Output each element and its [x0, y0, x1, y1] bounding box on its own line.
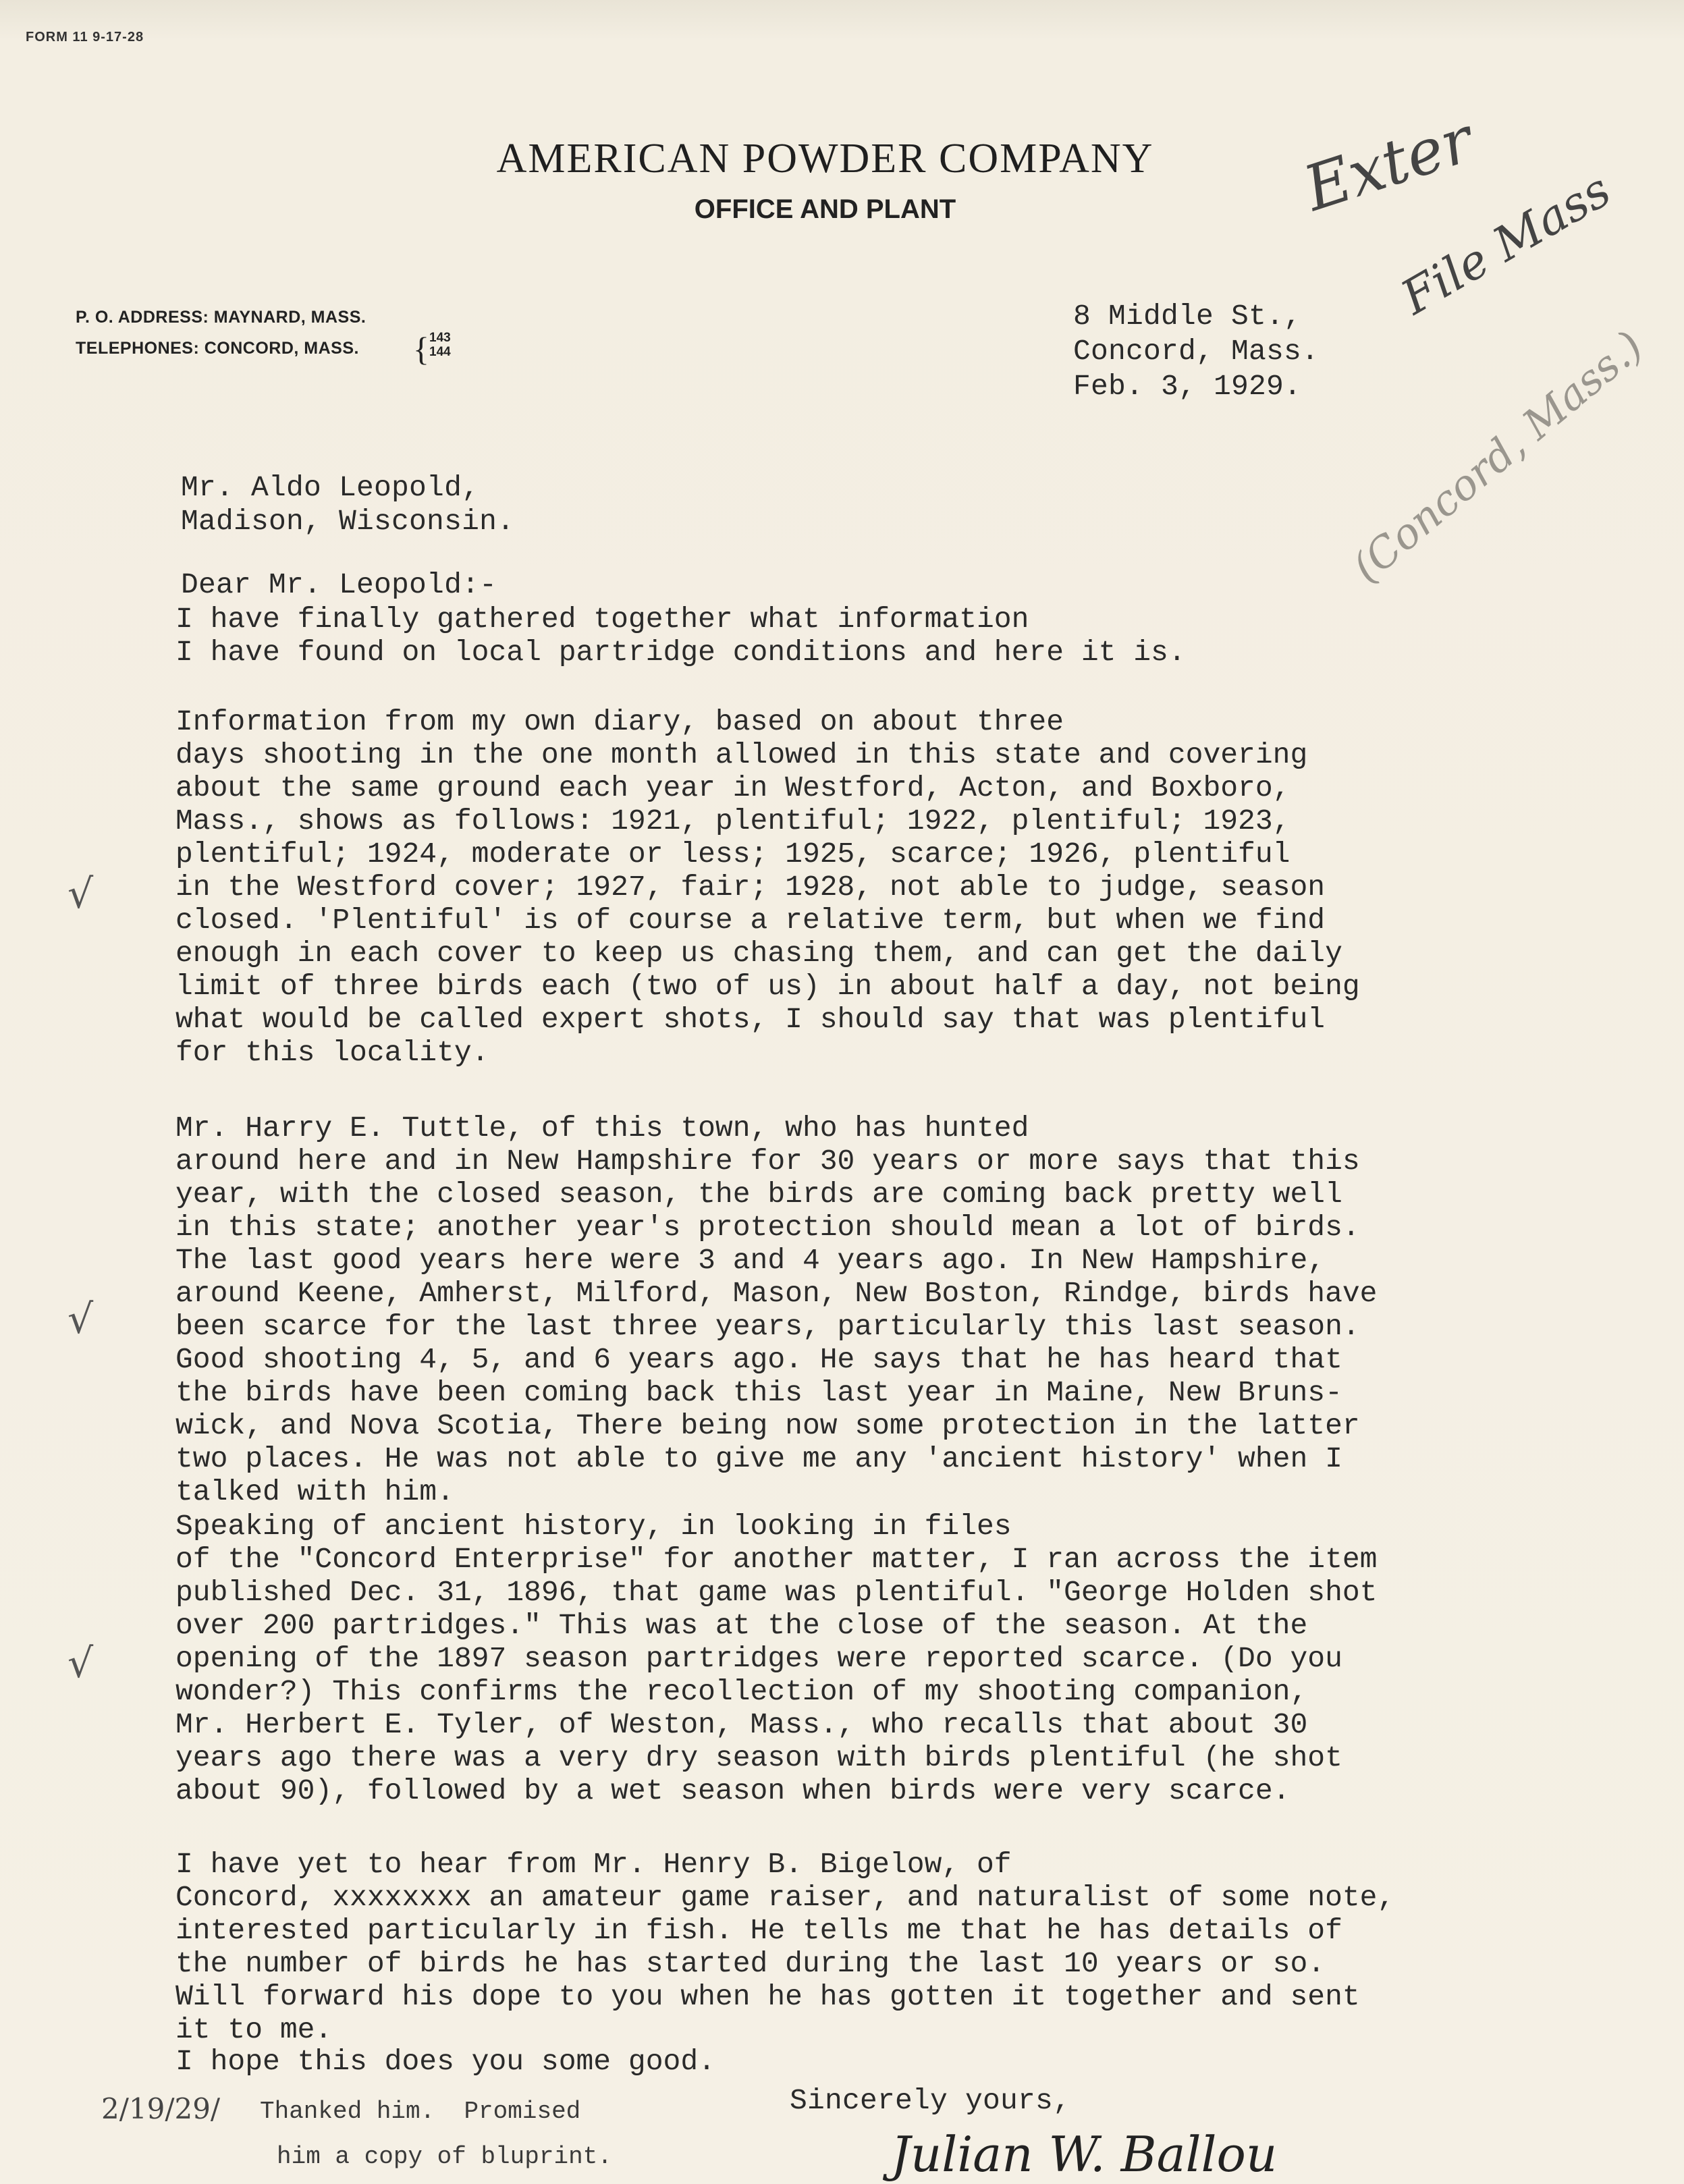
signature: Julian W. Ballou	[891, 2126, 1278, 2183]
checkmark-icon: √	[67, 1640, 94, 1687]
paragraph-tuttle: Mr. Harry E. Tuttle, of this town, who has hunted around here and in New Hampshire for 30 years or more says that this year, with the closed season, the birds are coming back pretty well in this state; another year's protection should mean a lot of birds. The last good years here were 3 and 4 years ago. In New Hampshire, around Keene, Amherst, Milford, Mason, New Boston, Rindge, birds have been scarce for the last three years, particularly this last season. Good shooting 4, 5, and 6 years ago. He says that he has heard that the birds have been coming back this last year in Maine, New Bruns- wick, and Nova Scotia, There being now some protection in the latter two places. He was not able to give me any 'ancient history' when I talked with him.	[175, 1112, 1378, 1508]
annotation-line-1: Thanked him. Promised	[260, 2098, 581, 2125]
telephones: TELEPHONES: CONCORD, MASS.	[76, 339, 359, 358]
letterhead-subtitle: OFFICE AND PLANT	[694, 194, 956, 224]
phone-brace: {	[413, 330, 429, 368]
sender-address-line-2: Concord, Mass.	[1073, 335, 1320, 368]
salutation: Dear Mr. Leopold:-	[181, 568, 497, 601]
phone-2: 144	[429, 345, 451, 359]
margin-note-exter: Exter	[1295, 103, 1482, 225]
paragraph-intro: I have finally gathered together what information I have found on local partridge conditions and here it is.	[175, 603, 1186, 669]
recipient-name: Mr. Aldo Leopold,	[181, 471, 480, 504]
annotation-date: 2/19/29/	[101, 2092, 221, 2125]
paragraph-diary: Information from my own diary, based on about three days shooting in the one month allowed in this state and covering about the same ground each year in Westford, Acton, and Boxboro, Mass., shows as follows: 1921, plentiful; 1922, plentiful; 1923, plentiful; 1924, moderate or less; 1925, scarce; 1926, plentiful in the Westford cover; 1927, fair; 1928, not able to judge, season closed. 'Plentiful' is of course a relative term, but when we find enough in each cover to keep us chasing them, and can get the daily limit of three birds each (two of us) in about half a day, not being what would be called expert shots, I should say that was plentiful for this locality.	[175, 705, 1360, 1069]
closing: Sincerely yours,	[790, 2084, 1071, 2117]
margin-note-file: File Mass	[1392, 161, 1620, 326]
form-label: FORM 11 9-17-28	[26, 30, 144, 45]
checkmark-icon: √	[67, 1296, 94, 1343]
checkmark-icon: √	[67, 871, 94, 918]
margin-note-pencil: (Concord, Mass.)	[1342, 321, 1653, 593]
letter-date: Feb. 3, 1929.	[1073, 370, 1302, 403]
po-address: P. O. ADDRESS: MAYNARD, MASS.	[76, 308, 366, 327]
phone-numbers	[429, 331, 451, 359]
sender-address-line-1: 8 Middle St.,	[1073, 300, 1302, 333]
phone-1: 143	[429, 331, 451, 345]
annotation-line-2: him a copy of bluprint.	[277, 2143, 612, 2171]
company-name: AMERICAN POWDER COMPANY	[496, 136, 1154, 182]
recipient-location: Madison, Wisconsin.	[181, 505, 515, 538]
paragraph-bigelow: I have yet to hear from Mr. Henry B. Bigelow, of Concord, xxxxxxxx an amateur game raiser, and naturalist of some note, interested particularly in fish. He tells me that he has details of the number of birds he has started during the last 10 years or so. Will forward his dope to you when he has gotten it together and sent it to me.	[175, 1848, 1395, 2046]
paragraph-ancient-history: Speaking of ancient history, in looking in files of the "Concord Enterprise" for another matter, I ran across the item published Dec. 31, 1896, that game was plentiful. "George Holden shot over 200 partridges." This was at the close of the season. At the opening of the 1897 season partridges were reported scarce. (Do you wonder?) This confirms the recollection of my shooting companion, Mr. Herbert E. Tyler, of Weston, Mass., who recalls that about 30 years ago there was a very dry season with birds plentiful (he shot about 90), followed by a wet season when birds were very scarce.	[175, 1510, 1378, 1807]
paragraph-closing-remark: I hope this does you some good.	[175, 2045, 715, 2078]
